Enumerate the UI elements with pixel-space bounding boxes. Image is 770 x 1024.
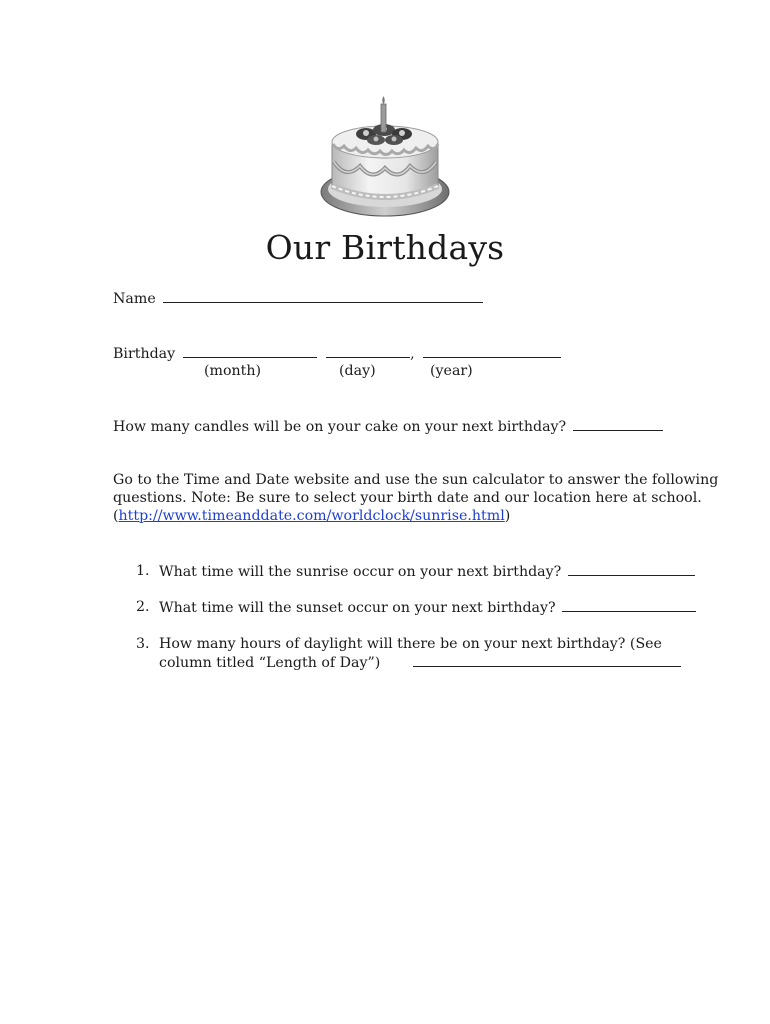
candles-row xyxy=(113,417,663,436)
question-3-number: 3. xyxy=(136,636,150,652)
question-3-blank[interactable] xyxy=(413,653,681,667)
link-paren-open: ( xyxy=(113,508,119,524)
instructions-line-1: Go to the Time and Date website and use the sun calculator to answer the following xyxy=(113,472,719,488)
page-title: Our Birthdays xyxy=(265,228,505,267)
candles-question: How many candles will be on your cake on your next birthday? xyxy=(113,419,567,435)
birthday-cake-image xyxy=(318,96,452,224)
instructions-link-row xyxy=(113,507,510,525)
instructions-line-2: questions. Note: Be sure to select your birth date and our location here at school. xyxy=(113,490,702,506)
year-sublabel: (year) xyxy=(430,363,473,379)
question-1-number: 1. xyxy=(136,563,150,579)
question-1-blank[interactable] xyxy=(568,562,695,576)
birthday-day-blank[interactable] xyxy=(326,344,410,358)
birthday-row xyxy=(113,344,561,363)
month-sublabel: (month) xyxy=(204,363,262,379)
link-paren-close: ) xyxy=(504,508,511,524)
question-1-text: What time will the sunrise occur on your next birthday? xyxy=(159,564,562,580)
question-2 xyxy=(159,598,696,617)
birthday-month-blank[interactable] xyxy=(183,344,317,358)
candles-blank[interactable] xyxy=(573,417,663,431)
question-2-blank[interactable] xyxy=(562,598,696,612)
name-row xyxy=(113,289,483,308)
question-3-continued xyxy=(159,653,681,672)
birthday-comma: , xyxy=(410,346,415,362)
question-3-text: How many hours of daylight will there be on your next birthday? (See xyxy=(159,636,662,652)
day-sublabel: (day) xyxy=(339,363,376,379)
question-2-text: What time will the sunset occur on your next birthday? xyxy=(159,600,556,616)
sun-calculator-link[interactable]: http://www.timeanddate.com/worldclock/sunrise.html xyxy=(118,508,505,524)
question-2-number: 2. xyxy=(136,599,150,615)
question-1 xyxy=(159,562,695,581)
question-3-text-2: column titled “Length of Day”) xyxy=(159,655,381,671)
birthday-label: Birthday xyxy=(113,346,176,362)
birthday-year-blank[interactable] xyxy=(423,344,561,358)
name-label: Name xyxy=(113,291,156,307)
name-blank[interactable] xyxy=(163,289,483,303)
